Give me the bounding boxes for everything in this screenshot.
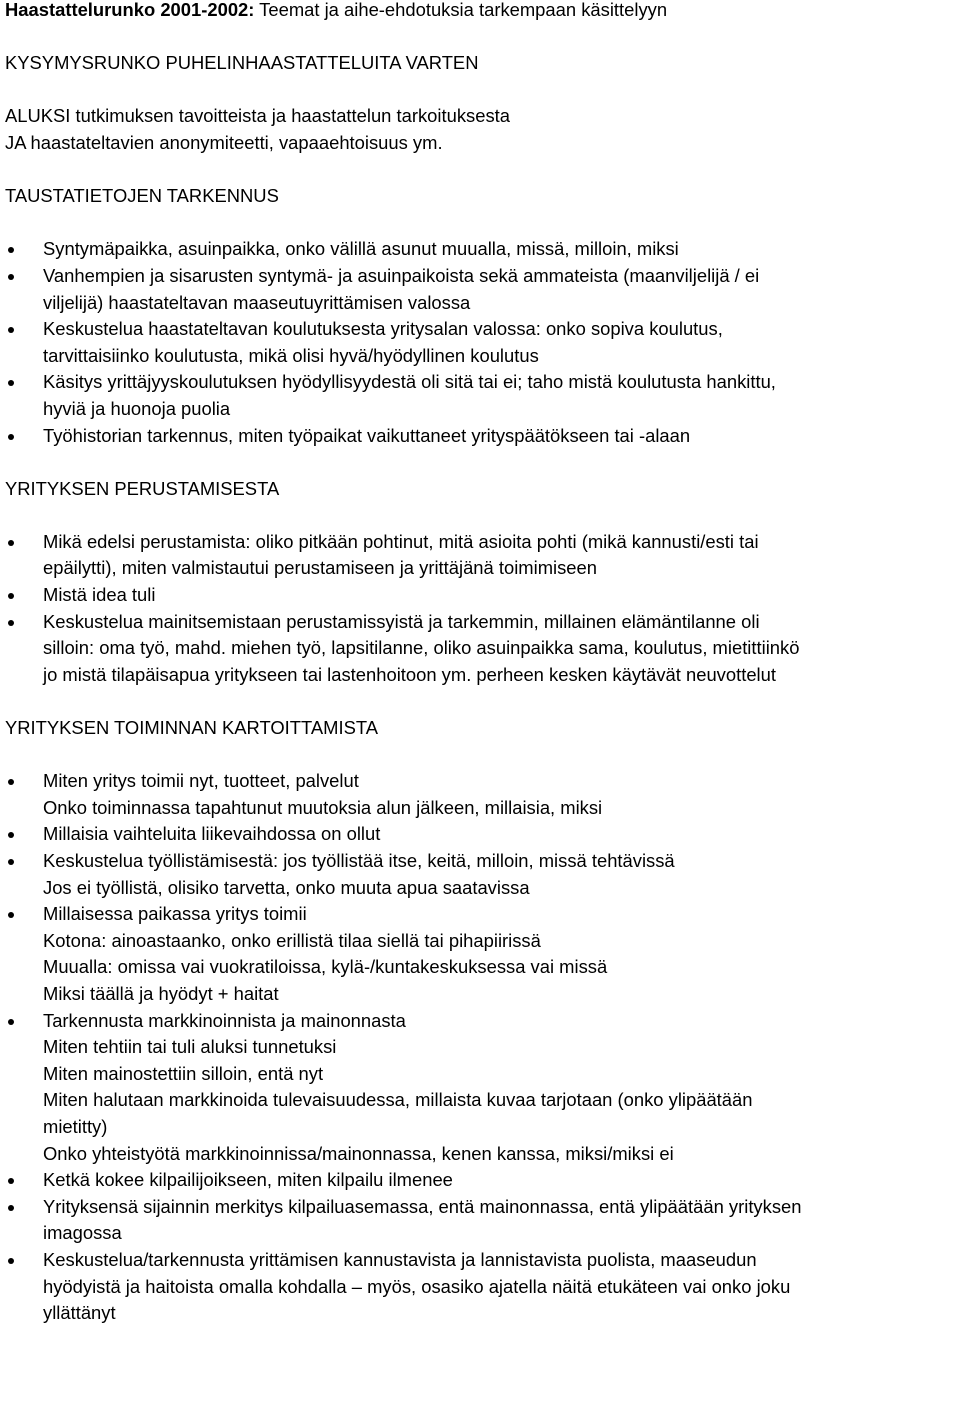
list-item-text: Miten tehtiin tai tuli aluksi tunnetuksi (43, 1036, 337, 1058)
bullet-icon (5, 901, 43, 928)
bullet-list-perustaminen (5, 529, 954, 689)
bullet-icon (5, 369, 43, 396)
spacer (5, 449, 954, 476)
list-item-text: Onko toiminnassa tapahtunut muutoksia alun jälkeen, millaisia, miksi (43, 796, 603, 818)
list-item (5, 609, 954, 689)
list-item (5, 901, 954, 1007)
list-item (5, 423, 954, 450)
list-item-text: yllättänyt (43, 1302, 116, 1324)
list-item (5, 263, 954, 316)
bullet-icon (5, 529, 43, 556)
list-item-text: viljelijä) haastateltavan maaseutuyrittämisen valossa (43, 291, 471, 313)
spacer (5, 24, 954, 51)
bullet-icon (5, 236, 43, 263)
bullet-icon (5, 1247, 43, 1274)
section-heading-perustaminen: YRITYKSEN PERUSTAMISESTA (5, 477, 280, 499)
list-item-text: Onko yhteistyötä markkinoinnissa/mainonnassa, kenen kanssa, miksi/miksi ei (43, 1142, 674, 1164)
list-item-text: Kotona: ainoastaanko, onko erillistä tilaa siellä tai pihapiirissä (43, 929, 541, 951)
spacer (5, 688, 954, 715)
list-item (5, 529, 954, 582)
list-item-text: Miten yritys toimii nyt, tuotteet, palvelut (43, 770, 359, 792)
list-item-text: hyviä ja huonoja puolia (43, 397, 231, 419)
list-item (5, 369, 954, 422)
list-item-text: Yrityksensä sijainnin merkitys kilpailuasemassa, entä mainonnassa, entä ylipäätään yrityksen (43, 1195, 802, 1217)
list-item-text: hyödyistä ja haitoista omalla kohdalla – myös, osasiko ajatella näitä etukäteen vai onko joku (43, 1275, 791, 1297)
spacer (5, 157, 954, 184)
section-heading-toiminta: YRITYKSEN TOIMINNAN KARTOITTAMISTA (5, 717, 378, 739)
intro-line: ALUKSI tutkimuksen tavoitteista ja haastattelun tarkoituksesta (5, 105, 510, 127)
list-item-text: Millaisessa paikassa yritys toimii (43, 903, 307, 925)
bullet-list-taustatiedot (5, 236, 954, 449)
bullet-icon (5, 423, 43, 450)
bullet-icon (5, 263, 43, 290)
spacer (5, 210, 954, 237)
section-heading-taustatiedot: TAUSTATIETOJEN TARKENNUS (5, 185, 279, 207)
bullet-icon (5, 1008, 43, 1035)
list-item (5, 768, 954, 821)
list-item-text: Keskustelua haastateltavan koulutuksesta yritysalan valossa: onko sopiva koulutus, (43, 318, 723, 340)
list-item-text: Millaisia vaihteluita liikevaihdossa on ollut (43, 823, 381, 845)
bullet-icon (5, 316, 43, 343)
list-item (5, 848, 954, 901)
spacer (5, 77, 954, 104)
list-item-text: imagossa (43, 1222, 122, 1244)
list-item-text: Vanhempien ja sisarusten syntymä- ja asuinpaikoista sekä ammateista (maanviljelijä / ei (43, 264, 760, 286)
list-item-text: Käsitys yrittäjyyskoulutuksen hyödyllisyydestä oli sitä tai ei; taho mistä koulutusta hankittu, (43, 371, 776, 393)
bullet-icon (5, 848, 43, 875)
list-item (5, 1167, 954, 1194)
list-item-text: Keskustelua mainitsemistaan perustamissyistä ja tarkemmin, millainen elämäntilanne oli (43, 610, 760, 632)
list-item (5, 236, 954, 263)
list-item-text: mietitty) (43, 1115, 108, 1137)
list-item (5, 1194, 954, 1247)
list-item-text: Mistä idea tuli (43, 584, 156, 606)
bullet-icon (5, 582, 43, 609)
list-item-text: Miksi täällä ja hyödyt + haitat (43, 982, 279, 1004)
bullet-icon (5, 1167, 43, 1194)
list-item-text: Keskustelua työllistämisestä: jos työllistää itse, keitä, milloin, missä tehtävissä (43, 850, 675, 871)
list-item-text: Työhistorian tarkennus, miten työpaikat vaikuttaneet yrityspäätökseen tai -alaan (43, 424, 691, 446)
document-title (5, 0, 954, 24)
list-item (5, 1247, 954, 1327)
list-item-text: jo mistä tilapäisapua yritykseen tai lastenhoitoon ym. perheen kesken käytävät neuvottelut (43, 663, 776, 685)
spacer (5, 502, 954, 529)
list-item-text: Jos ei työllistä, olisiko tarvetta, onko muuta apua saatavissa (43, 876, 530, 898)
bullet-icon (5, 821, 43, 848)
list-item-text: Muualla: omissa vai vuokratiloissa, kylä-/kuntakeskuksessa vai missä (43, 956, 608, 978)
spacer (5, 742, 954, 769)
list-item-text: silloin: oma työ, mahd. miehen työ, lapsitilanne, oliko asuinpaikka sama, koulutus, mietittiinkö (43, 637, 800, 659)
bullet-list-toiminta (5, 768, 954, 1326)
list-item-text: Ketkä kokee kilpailijoikseen, miten kilpailu ilmenee (43, 1169, 453, 1191)
list-item-text: Syntymäpaikka, asuinpaikka, onko välillä asunut muualla, missä, milloin, miksi (43, 238, 679, 260)
list-item-text: Mikä edelsi perustamista: oliko pitkään pohtinut, mitä asioita pohti (mikä kannusti/esti tai (43, 530, 759, 552)
list-item-text: epäilytti), miten valmistautui perustamiseen ja yrittäjänä toimimiseen (43, 557, 597, 579)
list-item-text: Keskustelua/tarkennusta yrittämisen kannustavista ja lannistavista puolista, maaseudun (43, 1248, 757, 1270)
list-item (5, 316, 954, 369)
bullet-icon (5, 768, 43, 795)
document-subtitle: KYSYMYSRUNKO PUHELINHAASTATTELUITA VARTEN (5, 52, 479, 74)
document-title-bold: Haastattelurunko 2001-2002: (5, 0, 255, 20)
list-item-text: Miten mainostettiin silloin, entä nyt (43, 1062, 324, 1084)
bullet-icon (5, 609, 43, 636)
list-item-text: Miten halutaan markkinoida tulevaisuudessa, millaista kuvaa tarjotaan (onko ylipäätään (43, 1089, 753, 1111)
list-item (5, 821, 954, 848)
intro-line: JA haastateltavien anonymiteetti, vapaaehtoisuus ym. (5, 131, 443, 153)
document-title-rest: Teemat ja aihe-ehdotuksia tarkempaan käsittelyyn (254, 0, 668, 20)
list-item-text: tarvittaisiinko koulutusta, mikä olisi hyvä/hyödyllinen koulutus (43, 344, 539, 366)
bullet-icon (5, 1194, 43, 1221)
list-item (5, 582, 954, 609)
list-item (5, 1008, 954, 1168)
list-item-text: Tarkennusta markkinoinnista ja mainonnasta (43, 1009, 406, 1031)
